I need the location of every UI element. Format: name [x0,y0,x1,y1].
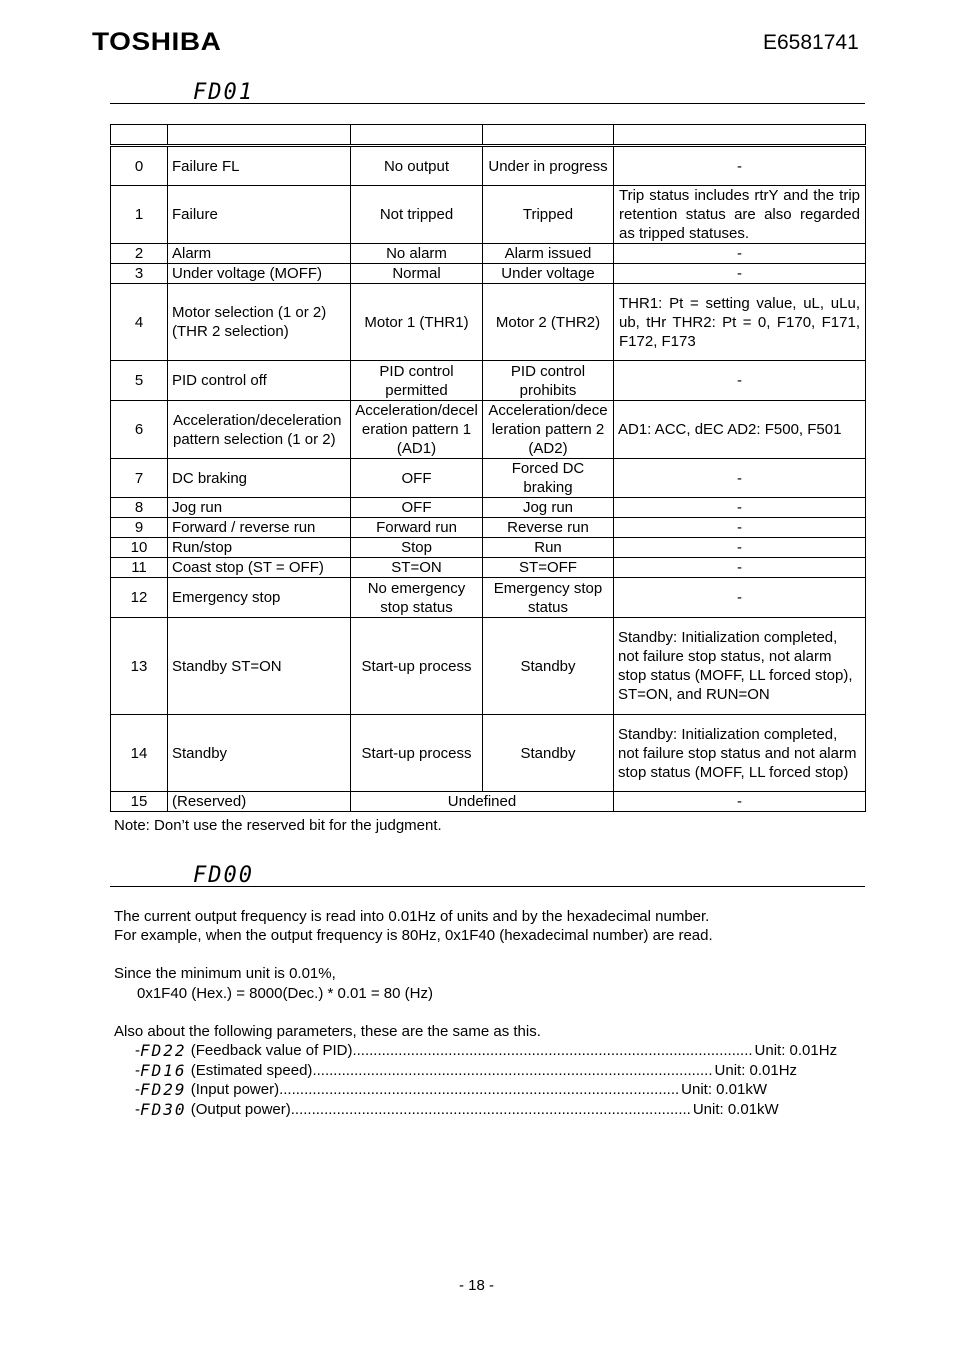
toshiba-logo: TOSHIBA [92,28,222,56]
on-cell: Standby [483,715,614,792]
on-cell: PID control prohibits [483,361,614,401]
on-cell: Acceleration/deceleration pattern 2 (AD2) [483,401,614,459]
off-cell: Forward run [351,518,483,538]
off-cell: Normal [351,264,483,284]
table-row [111,792,866,812]
remark-cell: - [614,578,866,618]
table-row [111,498,866,518]
section-code-fd00: FD00 [193,863,254,888]
on-cell: Under in progress [483,147,614,186]
off-cell: OFF [351,498,483,518]
on-cell: ST=OFF [483,558,614,578]
function-cell: Failure [168,186,351,244]
off-cell: No emergency stop status [351,578,483,618]
off-cell: Acceleration/deceleration pattern 1 (AD1) [351,401,483,459]
table-row [111,518,866,538]
table-row [111,538,866,558]
section-rule [110,886,865,887]
function-cell: Alarm [168,244,351,264]
table-row [111,361,866,401]
paragraph: Also about the following parameters, these are the same as this. [114,1023,541,1040]
on-cell: Emergency stop status [483,578,614,618]
remark-cell: - [614,459,866,498]
bit-cell: 2 [111,244,168,264]
on-cell: Motor 2 (THR2) [483,284,614,361]
bit-cell: 8 [111,498,168,518]
on-cell: Under voltage [483,264,614,284]
header-cell [614,125,866,145]
remark-cell: - [614,498,866,518]
bit-cell: 12 [111,578,168,618]
function-cell: DC braking [168,459,351,498]
off-cell: OFF [351,459,483,498]
bit-cell: 7 [111,459,168,498]
function-cell: Standby ST=ON [168,618,351,715]
list-item: - FD29 (Input power) ................................................................................................ Unit: 0.01kW [135,1080,768,1099]
header-cell [168,125,351,145]
off-cell: Start-up process [351,618,483,715]
function-cell: Failure FL [168,147,351,186]
paragraph: Since the minimum unit is 0.01%, [114,965,336,982]
on-cell: Forced DC braking [483,459,614,498]
on-cell: Reverse run [483,518,614,538]
function-cell: Run/stop [168,538,351,558]
bit-cell: 13 [111,618,168,715]
function-cell: Emergency stop [168,578,351,618]
off-cell: No alarm [351,244,483,264]
bit-cell: 3 [111,264,168,284]
param-code: FD29 [140,1080,187,1099]
function-cell: Jog run [168,498,351,518]
list-item: - FD30 (Output power) ................................................................................................ Unit: 0.01kW [135,1099,779,1119]
list-item: - FD16 (Estimated speed) ................................................................................................ Unit: 0.01Hz [135,1060,798,1080]
paragraph: The current output frequency is read into 0.01Hz of units and by the hexadecimal number. [114,908,710,925]
status-table [110,124,866,812]
off-cell: Start-up process [351,715,483,792]
table-row [111,401,866,459]
list-item: - FD22 (Feedback value of PID) ................................................................................................ Unit: 0.01Hz [135,1041,838,1060]
function-cell: Under voltage (MOFF) [168,264,351,284]
header-cell [111,125,168,145]
header-cell [483,125,614,145]
merged-state-cell: Undefined [351,792,614,812]
table-row [111,715,866,792]
remark-cell: Standby: Initialization completed, not failure stop status and not alarm stop status (MOFF, LL forced stop) [614,715,866,792]
paragraph: For example, when the output frequency is 80Hz, 0x1F40 (hexadecimal number) are read. [114,927,713,944]
table-row [111,459,866,498]
page-number: - 18 - [459,1277,495,1294]
param-code: FD22 [140,1041,187,1060]
remark-cell: THR1: Pt = setting value, uL, uLu, ub, tHr THR2: Pt = 0, F170, F171, F172, F173 [614,284,866,361]
param-desc: (Estimated speed) [190,1061,313,1079]
off-cell: Motor 1 (THR1) [351,284,483,361]
function-cell: Standby [168,715,351,792]
on-cell: Tripped [483,186,614,244]
function-cell: PID control off [168,361,351,401]
off-cell: PID control permitted [351,361,483,401]
param-unit: Unit: 0.01kW [681,1081,768,1098]
on-cell: Standby [483,618,614,715]
table-row [111,284,866,361]
off-cell: ST=ON [351,558,483,578]
table-header-row [111,125,866,145]
param-code: FD16 [140,1060,187,1080]
bit-cell: 10 [111,538,168,558]
param-unit: Unit: 0.01Hz [754,1042,838,1059]
bit-cell: 4 [111,284,168,361]
formula-line: 0x1F40 (Hex.) = 8000(Dec.) * 0.01 = 80 (Hz) [137,985,433,1002]
off-cell: Stop [351,538,483,558]
off-cell: No output [351,147,483,186]
on-cell: Jog run [483,498,614,518]
remark-cell: - [614,538,866,558]
table-row [111,558,866,578]
bit-cell: 5 [111,361,168,401]
function-cell: Forward / reverse run [168,518,351,538]
bit-cell: 14 [111,715,168,792]
function-cell: Motor selection (1 or 2) (THR 2 selection) [168,284,351,361]
remark-cell: - [614,264,866,284]
table-row [111,147,866,186]
remark-cell: Standby: Initialization completed, not failure stop status, not alarm stop status (MOFF, LL forced stop), ST=ON, and RUN=ON [614,618,866,715]
header-cell [351,125,483,145]
bit-cell: 15 [111,792,168,812]
param-desc: (Feedback value of PID) [190,1042,353,1059]
function-cell: Coast stop (ST = OFF) [168,558,351,578]
table-note: Note: Don’t use the reserved bit for the judgment. [114,817,442,834]
remark-cell: AD1: ACC, dEC AD2: F500, F501 [614,401,866,459]
table-row [111,186,866,244]
param-unit: Unit: 0.01kW [692,1100,779,1118]
remark-cell: - [614,518,866,538]
on-cell: Alarm issued [483,244,614,264]
remark-cell: - [614,361,866,401]
on-cell: Run [483,538,614,558]
param-unit: Unit: 0.01Hz [714,1061,798,1079]
table-row [111,618,866,715]
remark-cell: Trip status includes rtrY and the trip retention status are also regarded as tripped statuses. [614,186,866,244]
function-cell: Acceleration/deceleration pattern selection (1 or 2) [168,401,351,459]
function-cell: (Reserved) [168,792,351,812]
table-row [111,244,866,264]
remark-cell: - [614,558,866,578]
table-row [111,578,866,618]
section-rule [110,103,865,104]
document-number: E6581741 [763,31,859,54]
remark-cell: - [614,244,866,264]
bit-cell: 1 [111,186,168,244]
section-code-fd01: FD01 [193,80,254,105]
off-cell: Not tripped [351,186,483,244]
remark-cell: - [614,792,866,812]
bit-cell: 6 [111,401,168,459]
parameter-list [135,1041,838,1119]
bit-cell: 0 [111,147,168,186]
remark-cell: - [614,147,866,186]
param-desc: (Input power) [190,1081,280,1098]
bit-cell: 9 [111,518,168,538]
bit-cell: 11 [111,558,168,578]
table-row [111,264,866,284]
param-desc: (Output power) [190,1100,291,1118]
param-code: FD30 [140,1099,187,1119]
